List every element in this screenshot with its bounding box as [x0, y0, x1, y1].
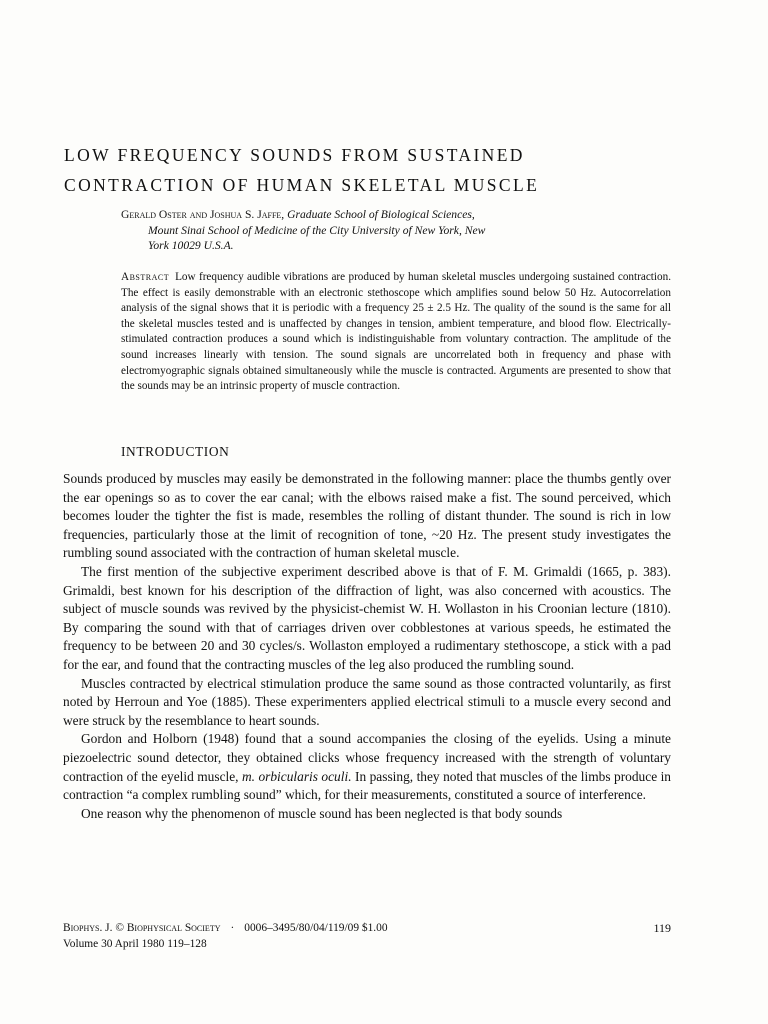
- affiliation-line-2: Mount Sinai School of Medicine of the City University of New York, New: [148, 223, 486, 237]
- author-names: Gerald Oster and Joshua S. Jaffe,: [121, 208, 285, 221]
- abstract-label: Abstract: [121, 271, 170, 283]
- abstract: [121, 270, 671, 395]
- paragraph-4-text-b: In passing, they noted that muscles of the limbs produce in contraction “a complex rumbling sound” which, for their measurements, constituted a source of interference.: [63, 768, 671, 803]
- section-heading-introduction: INTRODUCTION: [121, 444, 230, 459]
- title-line-1: LOW FREQUENCY SOUNDS FROM SUSTAINED: [64, 145, 525, 165]
- paragraph-4: [63, 730, 671, 804]
- author-line: [121, 207, 681, 223]
- paragraph-4-species: m. orbicularis oculi.: [241, 768, 352, 784]
- affiliation-line-3: York 10029 U.S.A.: [148, 239, 234, 252]
- paragraph-3: Muscles contracted by electrical stimulation produce the same sound as those contracted voluntarily, as first noted by Herroun and Yoe (1885). These experimenters applied electrical stimuli to a muscle every second and were struck by the resemblance to heart sounds.: [63, 675, 671, 728]
- title-line-2: CONTRACTION OF HUMAN SKELETAL MUSCLE: [64, 175, 540, 195]
- volume-info: Volume 30 April 1980 119–128: [63, 938, 207, 950]
- page-number: 119: [653, 921, 671, 935]
- paragraph-1: Sounds produced by muscles may easily be demonstrated in the following manner: place the thumbs gently over the ear openings so as to cover the ear canal; with the elbows raised make a fist. The sound perceived, which becomes louder the tighter the fist is made, resembles the rolling of distant thunder. The sound is rich in low frequencies, particularly those at the limit of recognition of tone, ~20 Hz. The present study investigates the rumbling sound associated with the contraction of human skeletal muscle.: [63, 471, 671, 561]
- page-footer: [63, 920, 671, 952]
- affiliation-line-1: Graduate School of Biological Sciences,: [287, 208, 475, 221]
- paragraph-5: One reason why the phenomenon of muscle sound has been neglected is that body sounds: [81, 805, 563, 821]
- journal-citation: Biophys. J. © Biophysical Society: [63, 922, 221, 934]
- article-title: [64, 140, 724, 200]
- footer-row-1: [63, 920, 671, 936]
- body-text: [63, 470, 671, 823]
- author-block: [121, 207, 681, 254]
- journal-code: 0006–3495/80/04/119/09 $1.00: [244, 922, 388, 934]
- abstract-text: Low frequency audible vibrations are produced by human skeletal muscles undergoing sustained contraction. The effect is easily demonstrable with an electronic stethoscope which amplifies sound below 50 Hz. Autocorrelation analysis of the signal shows that it is periodic with a frequency 25 ± 2.5 Hz. The quality of the sound is the same for all the skeletal muscles tested and is unaffected by changes in tension, ambient temperature, and blood flow. Electrically-stimulated contraction produces a sound which is indistinguishable from voluntary contraction. The amplitude of the sound increases linearly with tension. The sound signals are uncorrelated both in frequency and phase with electromyographic signals obtained simultaneously while the muscle is contracted. Arguments are presented to show that the sounds may be an intrinsic property of muscle contraction.: [121, 271, 671, 393]
- paragraph-4-text-a: Gordon and Holborn (1948) found that a sound accompanies the closing of the eyelids. Using a minute piezoelectric sound detector, they obtained clicks whose frequency increased with the strength of voluntary contraction of the eyelid muscle,: [63, 731, 671, 784]
- paragraph-2: The first mention of the subjective experiment described above is that of F. M. Grimaldi (1665, p. 383). Grimaldi, best known for his description of the diffraction of light, was also concerned with acoustics. The subject of muscle sounds was revived by the physicist-chemist W. H. Wollaston in his Croonian lecture (1810). By comparing the sound with that of carriages driven over cobblestones at various speeds, he estimated the frequency to be between 20 and 30 cycles/s. Wollaston employed a rudimentary stethoscope, a stick with a pad for the ear, and found that the contracting muscles of the leg also produced the rumbling sound.: [63, 563, 671, 672]
- footer-separator: ·: [230, 922, 235, 934]
